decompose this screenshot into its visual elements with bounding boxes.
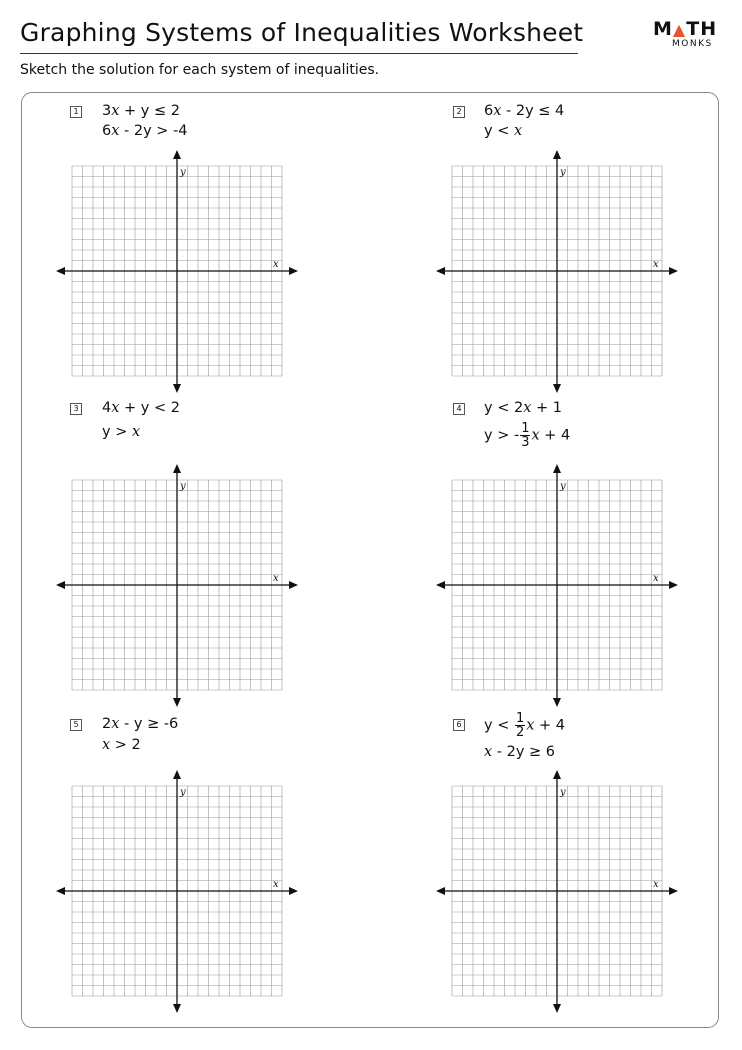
problem-number: 2 [453,106,465,118]
coordinate-grid [56,464,300,708]
title-underline [20,53,578,54]
problem-number: 3 [70,403,82,415]
y-axis-up-arrow-icon [553,770,561,779]
y-axis-up-arrow-icon [173,770,181,779]
problem-2-inequality-1: 6x - 2y ≤ 4 [484,103,565,119]
y-axis-down-arrow-icon [173,698,181,707]
logo-triangle-icon: ▲ [672,20,687,39]
problem-number: 1 [70,106,82,118]
fraction: $\frac{1}{2}$ [515,711,525,740]
problem-3-inequality-2: y > x [102,424,141,440]
problem-4-inequality-1: y < 2x + 1 [484,400,562,416]
problem-6-inequality-1: y < $\frac{1}{2}$ x + 4 [484,711,566,740]
problem-4-inequality-2: y > - $\frac{1}{3}$ x + 4 [484,421,571,450]
x-axis-label: x [653,573,659,584]
x-axis-left-arrow-icon [436,581,445,589]
problem-3-inequality-1: 4x + y < 2 [102,400,180,416]
logo-subtext: MONKS [672,39,713,49]
x-axis-left-arrow-icon [56,887,65,895]
coordinate-grid [56,770,300,1014]
x-axis-right-arrow-icon [669,267,678,275]
x-axis-label: x [653,879,659,890]
problem-5-inequality-1: 2x - y ≥ -6 [102,716,179,732]
problem-5-inequality-2: x > 2 [102,737,141,753]
y-axis-down-arrow-icon [173,384,181,393]
y-axis-down-arrow-icon [553,1004,561,1013]
y-axis-down-arrow-icon [553,698,561,707]
coordinate-grid [436,770,680,1014]
y-axis-down-arrow-icon [173,1004,181,1013]
y-axis-down-arrow-icon [553,384,561,393]
y-axis-label: y [180,167,186,178]
x-axis-label: x [273,259,279,270]
problem-number: 5 [70,719,82,731]
x-axis-right-arrow-icon [289,581,298,589]
y-axis-label: y [180,481,186,492]
x-axis-right-arrow-icon [289,267,298,275]
y-axis-up-arrow-icon [553,464,561,473]
x-axis-left-arrow-icon [56,581,65,589]
problem-1-inequality-1: 3x + y ≤ 2 [102,103,180,119]
y-axis-up-arrow-icon [173,464,181,473]
page-title: Graphing Systems of Inequalities Worksheet [20,18,584,47]
x-axis-left-arrow-icon [436,887,445,895]
x-axis-left-arrow-icon [436,267,445,275]
fraction: $\frac{1}{3}$ [521,421,530,450]
y-axis-label: y [560,787,566,798]
y-axis-up-arrow-icon [173,150,181,159]
logo-text-right: TH [686,18,718,40]
x-axis-right-arrow-icon [669,887,678,895]
y-axis-label: y [560,481,566,492]
coordinate-grid [436,150,680,394]
y-axis-label: y [180,787,186,798]
problem-6-inequality-2: x - 2y ≥ 6 [484,744,556,760]
y-axis-up-arrow-icon [553,150,561,159]
problem-2-inequality-2: y < x [484,123,523,139]
y-axis-label: y [560,167,566,178]
logo-text-left: M [653,18,673,40]
coordinate-grid [436,464,680,708]
problem-number: 6 [453,719,465,731]
x-axis-right-arrow-icon [289,887,298,895]
x-axis-label: x [273,879,279,890]
problem-number: 4 [453,403,465,415]
coordinate-grid [56,150,300,394]
logo [653,18,717,40]
x-axis-right-arrow-icon [669,581,678,589]
x-axis-label: x [273,573,279,584]
instructions: Sketch the solution for each system of inequalities. [20,62,380,78]
problem-1-inequality-2: 6x - 2y > -4 [102,123,188,139]
x-axis-label: x [653,259,659,270]
x-axis-left-arrow-icon [56,267,65,275]
